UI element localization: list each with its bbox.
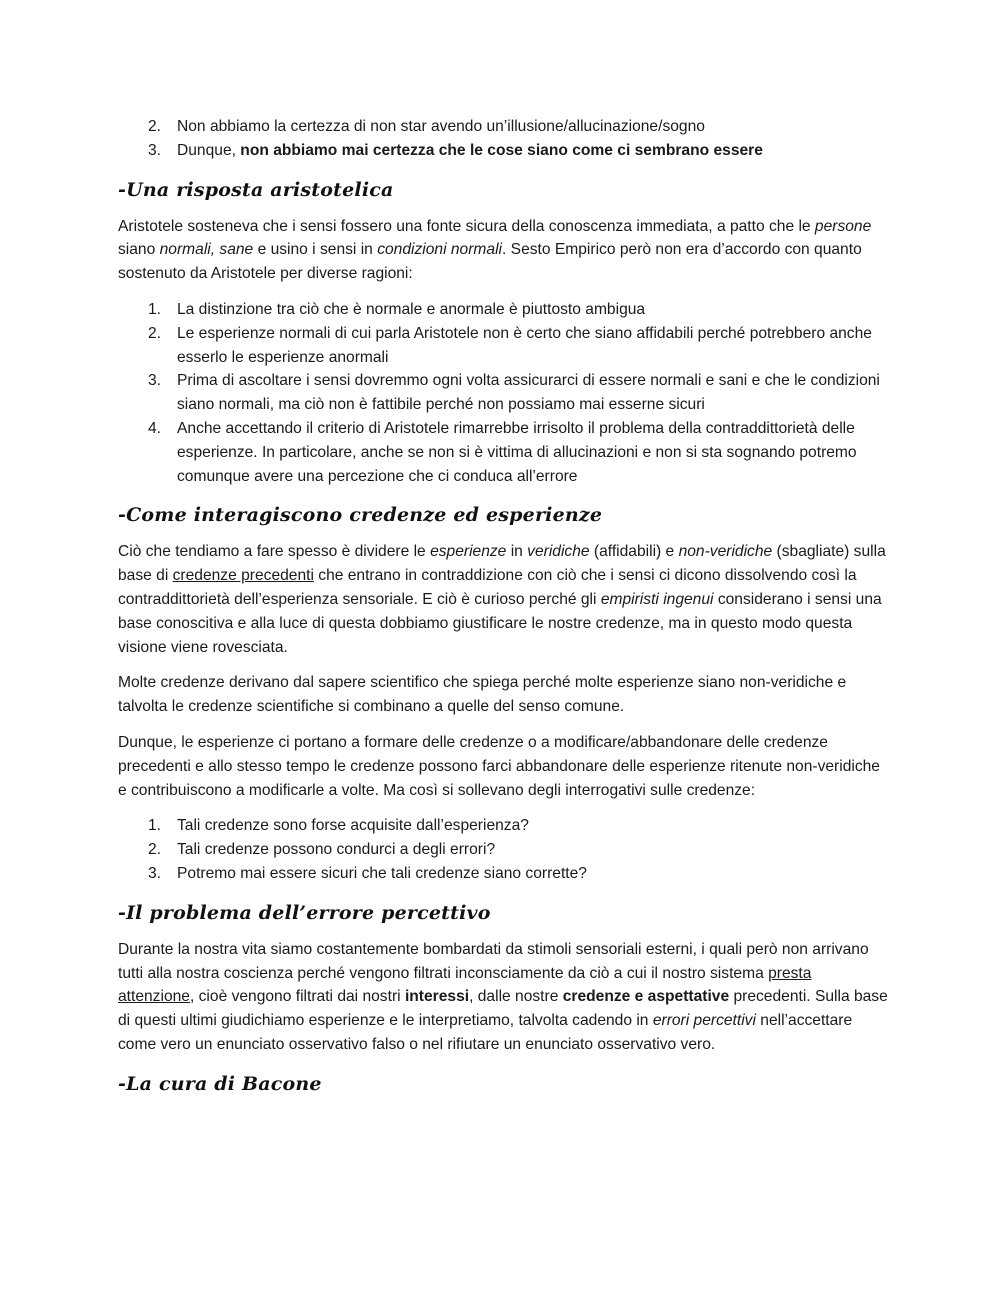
list-item — [118, 322, 888, 370]
text-run: e usino i sensi in — [253, 241, 378, 259]
text-run: Aristotele sosteneva che i sensi fossero una fonte sicura della conoscenza immediata, a patto che le — [118, 217, 815, 235]
list-item — [118, 369, 888, 417]
text-run: (affidabili) e — [589, 543, 679, 561]
text-run: . Sesto Empirico però non era d’accordo con quanto sostenuto da Aristotele per diverse ragioni: — [118, 241, 862, 283]
paragraph — [118, 540, 888, 659]
italic-run: condizioni normali — [377, 241, 502, 259]
section-heading: -Il problema dell’errore percettivo — [118, 901, 491, 924]
list-text: Tali credenze sono forse acquisite dall’esperienza? — [177, 817, 529, 835]
document-page — [118, 115, 888, 1109]
italic-run: veridiche — [527, 543, 590, 561]
italic-run: normali, sane — [159, 241, 254, 259]
text-run: siano — [118, 241, 160, 259]
list-item — [118, 838, 888, 862]
italic-run: non-veridiche — [678, 543, 773, 561]
list-number: 3. — [148, 141, 162, 159]
text-run: , dalle nostre — [469, 988, 563, 1006]
list-number: 3. — [148, 864, 162, 882]
list-item — [118, 417, 888, 488]
list-questions — [118, 814, 888, 885]
list-item — [118, 115, 888, 139]
list-number: 2. — [148, 324, 162, 342]
list-number: 4. — [148, 419, 162, 437]
text-run: Ciò che tendiamo a fare spesso è dividere le — [118, 543, 431, 561]
text-run: nell’accettare come vero un enunciato osservativo falso o nel rifiutare un enunciato osservativo vero. — [118, 1012, 853, 1053]
list-text: Potremo mai essere sicuri che tali credenze siano corrette? — [177, 864, 587, 882]
list-number: 2. — [148, 118, 162, 135]
list-text: Le esperienze normali di cui parla Aristotele non è certo che siano affidabili perché potrebbero anche esserlo le esperienze anormali — [177, 324, 872, 366]
text-run: precedenti. Sulla base di questi ultimi giudichiamo esperienze e le interpretiamo, talvolta cadendo in — [118, 988, 888, 1030]
section-heading: -Una risposta aristotelica — [118, 178, 394, 201]
bold-run: interessi — [404, 988, 470, 1006]
list-text: Tali credenze possono condurci a degli errori? — [177, 841, 496, 859]
list-number: 2. — [148, 841, 162, 859]
list-item — [118, 814, 888, 838]
list-item — [118, 862, 888, 886]
list-text: Dunque, — [177, 141, 241, 159]
list-text: Non abbiamo la certezza di non star avendo un’illusione/allucinazione/sogno — [177, 118, 705, 135]
text-run: considerano i sensi una base conoscitiva e alla luce di questa dobbiamo giustificare le nostre credenze, ma in questo modo questa visione viene rovesciata. — [118, 590, 882, 656]
italic-run: persone — [814, 217, 872, 235]
text-run: Durante la nostra vita siamo costantemente bombardati da stimoli sensoriali esterni, i quali però non arrivano tutti alla nostra coscienza perché vengono filtrati inconsciamente da ciò a cui il nostro sistema — [118, 940, 869, 982]
bold-run: credenze e aspettative — [562, 988, 730, 1006]
italic-run: empiristi ingenui — [600, 590, 714, 608]
text-run: , cioè vengono filtrati dai nostri — [189, 988, 405, 1006]
list-number: 1. — [148, 300, 162, 318]
underlined-run: presta attenzione — [118, 964, 812, 1006]
text-run: che entrano in contraddizione con ciò che i sensi ci dicono dissolvendo così la contraddittorietà dell’esperienza sensoriale. E ciò è curioso perché gli — [118, 567, 857, 608]
section-heading: -La cura di Bacone — [118, 1072, 322, 1095]
list-aristotle — [118, 298, 888, 488]
paragraph: Molte credenze derivano dal sapere scientifico che spiega perché molte esperienze siano non-veridiche e talvolta le credenze scientifiche si combinano a quelle del senso comune. — [118, 674, 847, 716]
list-number: 3. — [148, 372, 162, 390]
italic-run: errori percettivi — [652, 1012, 756, 1030]
paragraph: Dunque, le esperienze ci portano a formare delle credenze o a modificare/abbandonare delle credenze precedenti e allo stesso tempo le credenze possono farci abbandonare delle esperienze ritenute non-veridiche e contribuiscono a modificarle a volte. Ma così si sollevano degli interrogativi sulle credenze: — [118, 733, 880, 799]
list-text: Anche accettando il criterio di Aristotele rimarrebbe irrisolto il problema della contraddittorietà delle esperienze. In particolare, anche se non si è vittima di allucinazioni e non si sta sognando potremo comunque avere una percezione che ci conduca all’errore — [177, 419, 857, 485]
list-item — [118, 139, 888, 163]
paragraph — [118, 215, 888, 286]
text-run: in — [506, 543, 528, 561]
list-text-bold: non abbiamo mai certezza che le cose siano come ci sembrano essere — [240, 141, 763, 159]
list-text: Prima di ascoltare i sensi dovremmo ogni volta assicurarci di essere normali e sani e che le condizioni siano normali, ma ciò non è fattibile perché non possiamo mai esserne sicuri — [177, 372, 880, 414]
italic-run: esperienze — [430, 543, 507, 561]
text-run: (sbagliate) sulla base di — [118, 543, 886, 585]
list-item — [118, 298, 888, 322]
list-text: La distinzione tra ciò che è normale e anormale è piuttosto ambigua — [177, 300, 646, 318]
underlined-run: credenze precedenti — [172, 567, 314, 585]
list-number: 1. — [148, 817, 162, 835]
list-top — [118, 115, 888, 163]
section-heading: -Come interagiscono credenze ed esperienze — [118, 504, 603, 527]
paragraph — [118, 938, 888, 1057]
